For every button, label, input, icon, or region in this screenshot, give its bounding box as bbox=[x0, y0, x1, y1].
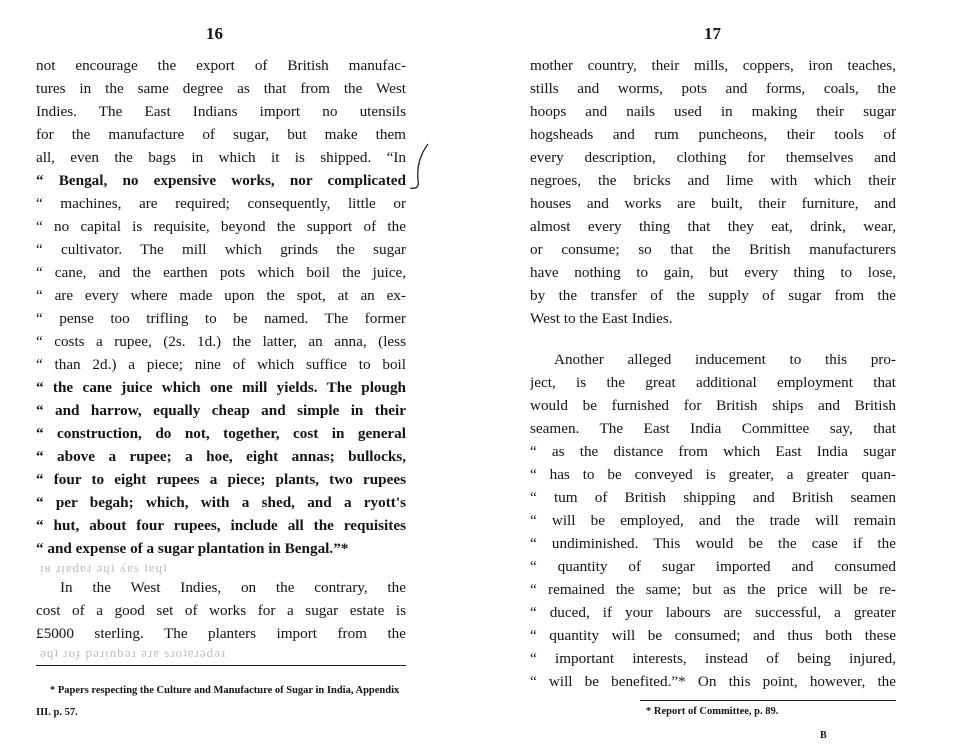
text-line: “ four to eight rupees a piece; plants, two rupees bbox=[36, 471, 406, 488]
show-through-text: ᴉᴚ ɹᴉɐdɐɹ ǝɥʇ ʎɐs ʇɐɥʇ bbox=[40, 560, 168, 575]
text-line: almost every thing that they eat, drink, wear, bbox=[530, 218, 896, 235]
footnote-rule bbox=[36, 665, 406, 666]
text-line: “ undiminished. This would be the case if the bbox=[530, 535, 896, 552]
footnote: * Report of Committee, p. 89. bbox=[646, 706, 779, 717]
text-line: “ tum of British shipping and British seamen bbox=[530, 489, 896, 506]
text-line: “ remained the same; but as the price will be re- bbox=[530, 581, 896, 598]
text-line: “ machines, are required; consequently, little or bbox=[36, 195, 406, 212]
margin-bracket-mark bbox=[398, 140, 438, 195]
page-number: 16 bbox=[206, 24, 223, 43]
text-line: “ duced, if your labours are successful, a greater bbox=[530, 604, 896, 621]
text-line: mother country, their mills, coppers, iron teaches, bbox=[530, 57, 896, 74]
text-line: “ are every where made upon the spot, at an ex- bbox=[36, 287, 406, 304]
text-line: “ per begah; which, with a shed, and a ryott's bbox=[36, 494, 406, 511]
text-line: all, even the bags in which it is shipped. “In bbox=[36, 149, 406, 166]
text-line: “ quantity will be consumed; and thus both these bbox=[530, 627, 896, 644]
text-line: Another alleged inducement to this pro- bbox=[554, 351, 896, 368]
footnote-rule bbox=[640, 700, 896, 701]
text-line: “ has to be conveyed is greater, a greater quan- bbox=[530, 466, 896, 483]
text-line: hoops and nails used in making their sugar bbox=[530, 103, 896, 120]
text-line: West to the East Indies. bbox=[530, 310, 673, 327]
text-line: stills and worms, pots and forms, coals, the bbox=[530, 80, 896, 97]
text-line: “ construction, do not, together, cost in general bbox=[36, 425, 406, 442]
text-line: have nothing to gain, but every thing to lose, bbox=[530, 264, 896, 281]
text-line: “ and expense of a sugar plantation in Bengal.”* bbox=[36, 540, 349, 557]
text-line: “ Bengal, no expensive works, nor complicated bbox=[36, 172, 406, 189]
text-line: “ the cane juice which one mill yields. The plough bbox=[36, 379, 406, 396]
text-line: every description, clothing for themselves and bbox=[530, 149, 896, 166]
text-line: “ cultivator. The mill which grinds the sugar bbox=[36, 241, 406, 258]
show-through-text: ǝɥʇ ɹoɟ pǝɹᴉnbǝɹ ǝɹɐ sɹoʇɐɹǝdǝɹ bbox=[40, 645, 227, 660]
text-line: “ important interests, instead of being injured, bbox=[530, 650, 896, 667]
text-line: by the transfer of the supply of sugar from the bbox=[530, 287, 896, 304]
text-line: would be furnished for British ships and British bbox=[530, 397, 896, 414]
text-line: “ cane, and the earthen pots which boil the juice, bbox=[36, 264, 406, 281]
footnote: * Papers respecting the Culture and Manufacture of Sugar in India, Appendix III. p. 57. bbox=[36, 685, 400, 718]
text-line: “ pense too trifling to be named. The former bbox=[36, 310, 406, 327]
text-line: tures in the same degree as that from the West bbox=[36, 80, 406, 97]
text-line: “ no capital is requisite, beyond the support of the bbox=[36, 218, 406, 235]
text-line: “ above a rupee; a hoe, eight annas; bullocks, bbox=[36, 448, 406, 465]
text-line: Indies. The East Indians import no utensils bbox=[36, 103, 406, 120]
text-line: or consume; so that the British manufacturers bbox=[530, 241, 896, 258]
text-line: not encourage the export of British manufac- bbox=[36, 57, 406, 74]
text-line: “ hut, about four rupees, include all the requisites bbox=[36, 517, 406, 534]
text-line: In the West Indies, on the contrary, the bbox=[60, 579, 406, 596]
text-line: “ will be employed, and the trade will remain bbox=[530, 512, 896, 529]
text-line: seamen. The East India Committee say, that bbox=[530, 420, 896, 437]
right-page bbox=[490, 0, 980, 751]
text-line: hogsheads and rum puncheons, their tools of bbox=[530, 126, 896, 143]
text-line: cost of a good set of works for a sugar estate is bbox=[36, 602, 406, 619]
text-line: “ as the distance from which East India sugar bbox=[530, 443, 896, 460]
text-line: ject, is the great additional employment that bbox=[530, 374, 896, 391]
text-line: “ and harrow, equally cheap and simple in their bbox=[36, 402, 406, 419]
text-line: for the manufacture of sugar, but make them bbox=[36, 126, 406, 143]
text-line: “ quantity of sugar imported and consumed bbox=[530, 558, 896, 575]
text-line: negroes, the bricks and lime with which their bbox=[530, 172, 896, 189]
page-number: 17 bbox=[704, 24, 721, 43]
text-line: “ than 2d.) a piece; nine of which suffice to boil bbox=[36, 356, 406, 373]
text-line: £5000 sterling. The planters import from the bbox=[36, 625, 406, 642]
text-line: “ will be benefited.”* On this point, however, the bbox=[530, 673, 896, 690]
signature-mark: B bbox=[820, 730, 827, 741]
text-line: houses and works are built, their furniture, and bbox=[530, 195, 896, 212]
text-line: “ costs a rupee, (2s. 1d.) the latter, an anna, (less bbox=[36, 333, 406, 350]
